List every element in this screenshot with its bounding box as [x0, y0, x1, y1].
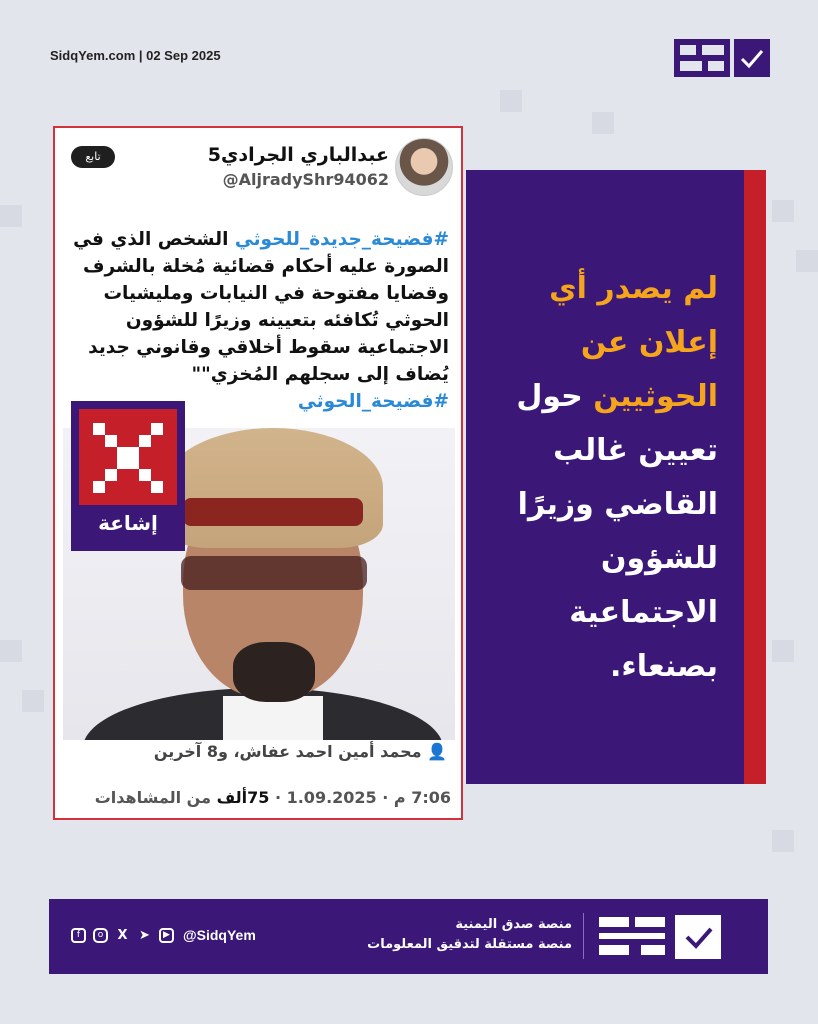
bg-pixel	[796, 250, 818, 272]
person-icon: 👤	[427, 742, 447, 761]
badge-box	[79, 409, 177, 505]
x-icon[interactable]: X	[117, 928, 128, 943]
badge-label: إشاعة	[98, 511, 158, 535]
instagram-icon[interactable]: o	[93, 928, 108, 943]
photo-headband	[183, 498, 363, 526]
tagged-users[interactable]	[154, 742, 447, 761]
claim-text	[478, 262, 718, 694]
tagged-users-text: محمد أمين احمد عفاش، و8 آخرين	[153, 742, 422, 761]
claim-rest: حول تعيين غالب القاضي وزيرًا للشؤون الاجتماعية بصنعاء.	[516, 379, 718, 684]
facebook-icon[interactable]: f	[71, 928, 86, 943]
bg-pixel	[772, 640, 794, 662]
photo-glasses	[181, 556, 367, 590]
bg-pixel	[500, 90, 522, 112]
sidqyem-logo	[674, 39, 770, 77]
bg-pixel	[772, 830, 794, 852]
footer-divider	[583, 913, 584, 959]
tweet-body: الشخص الذي في الصورة عليه أحكام قضائية مُخلة بالشرف وقضايا مفتوحة في النيابات ومليشيات الحوثي تُكافئه بتعيينه وزيرًا للشؤون الاجتماعية سقوط أخلاقي وقانوني جديد يُضاف إلى سجلهم المُخزي""	[73, 229, 449, 385]
photo-beard	[233, 642, 315, 702]
footer	[49, 899, 768, 974]
panel-accent-bar	[744, 170, 766, 784]
bg-pixel	[772, 200, 794, 222]
tweet-meta	[95, 788, 451, 807]
bg-pixel	[0, 205, 22, 227]
claim-panel	[466, 170, 766, 784]
footer-handle[interactable]: @SidqYem	[183, 927, 256, 943]
youtube-icon[interactable]: ▶	[159, 928, 174, 943]
photo-shirt	[223, 696, 323, 740]
tweet-date-time: 7:06 م · 1.09.2025 ·	[269, 788, 451, 807]
claim-highlight: لم يصدر أي إعلان عن الحوثيين	[549, 271, 718, 414]
footer-org-name: منصة صدق اليمنية	[455, 917, 572, 932]
tweet-views-count: 75ألف	[216, 788, 270, 807]
sidqyem-logo	[599, 913, 744, 961]
tweet-text	[65, 226, 449, 415]
bg-pixel	[592, 112, 614, 134]
hashtag-link[interactable]: #فضيحة_الحوثي	[297, 391, 449, 412]
tweet-views-label: من المشاهدات	[94, 788, 217, 807]
bg-pixel	[22, 690, 44, 712]
tweet-handle[interactable]: @AljradyShr94062	[222, 170, 389, 189]
hashtag-link[interactable]: #فضيحة_جديدة_للحوثي	[234, 229, 449, 250]
avatar[interactable]	[395, 138, 453, 196]
x-mark-icon	[79, 409, 177, 505]
telegram-icon[interactable]: ➤	[139, 928, 150, 943]
tweet-user-name[interactable]: عبدالباري الجرادي5	[207, 144, 389, 166]
site-date: SidqYem.com | 02 Sep 2025	[50, 48, 221, 63]
rumor-badge	[71, 401, 185, 551]
footer-org-tagline: منصة مستقلة لتدقيق المعلومات	[367, 937, 572, 952]
bg-pixel	[0, 640, 22, 662]
follow-button[interactable]: تابع	[71, 146, 115, 168]
photo-turban	[163, 428, 383, 548]
